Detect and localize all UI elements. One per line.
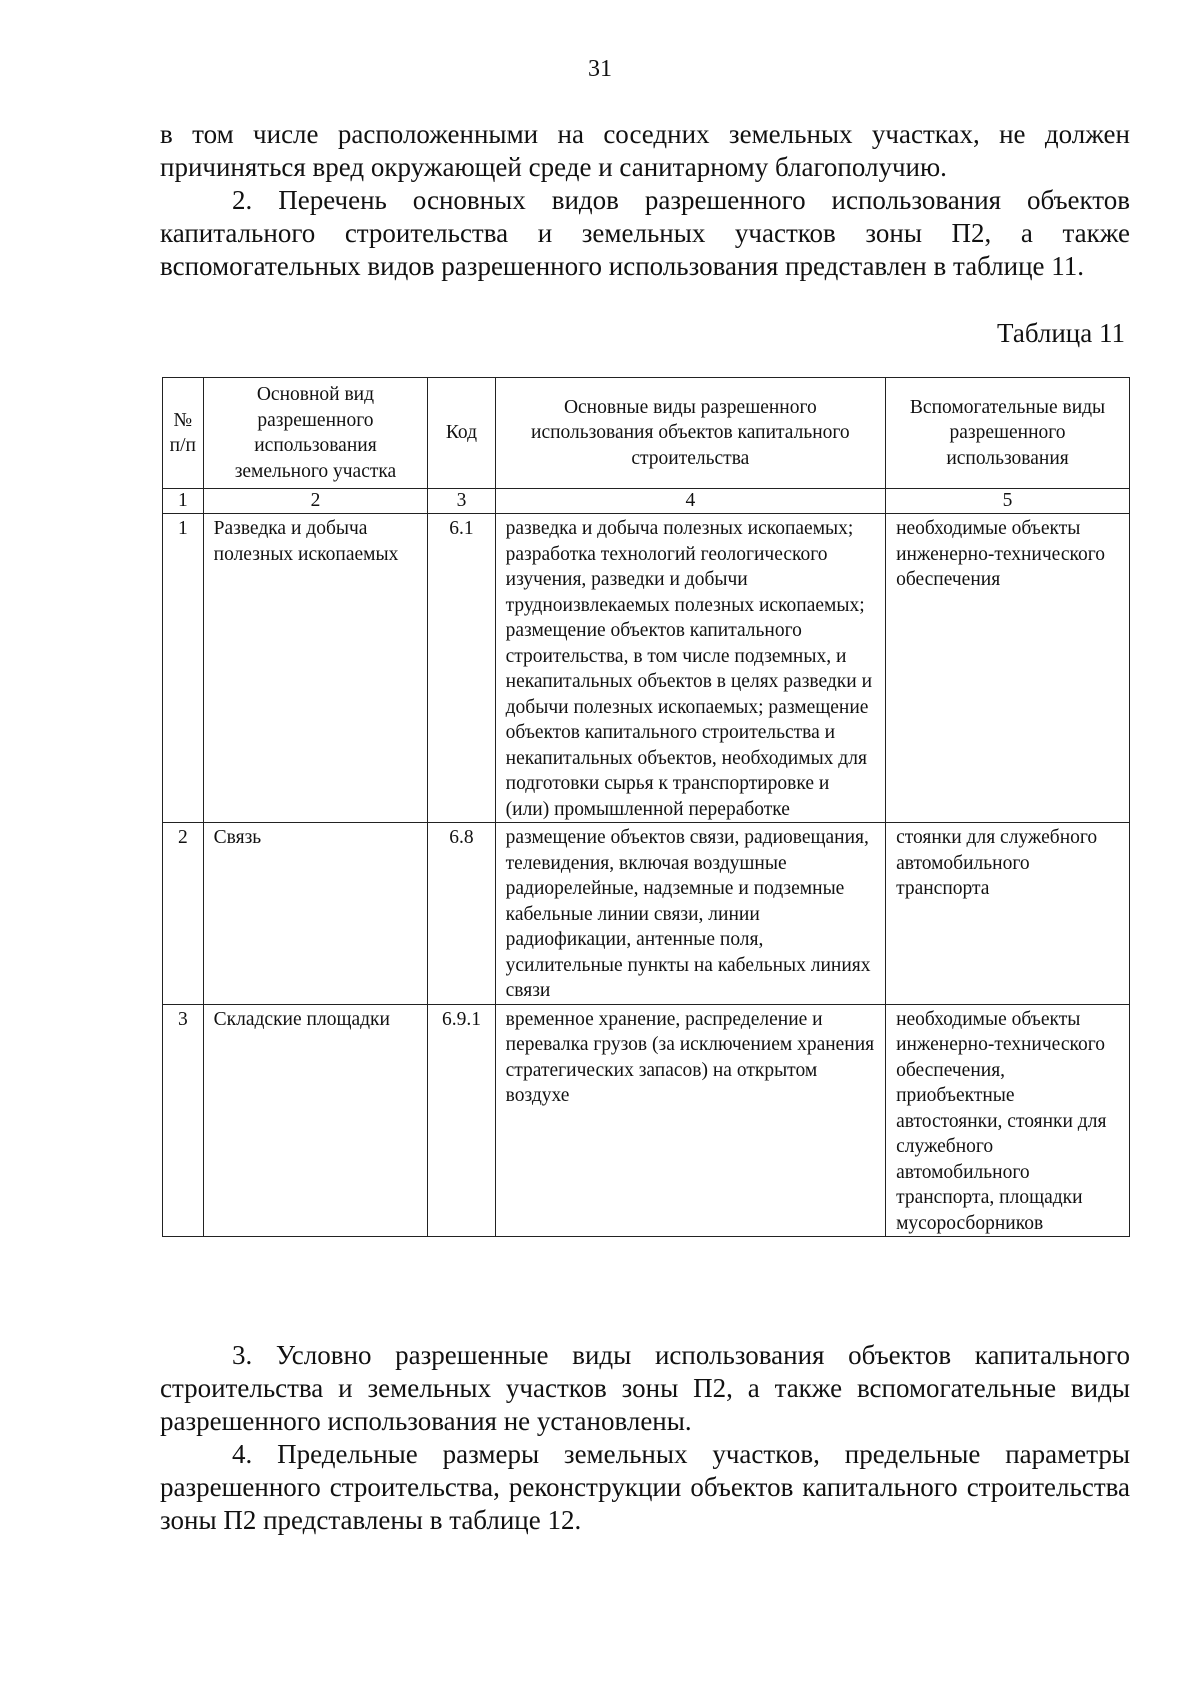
row-kind: Складские площадки — [203, 1004, 428, 1237]
row-kind: Разведка и добыча полезных ископаемых — [203, 514, 428, 823]
column-number: 4 — [495, 489, 885, 514]
outro-text — [160, 1339, 1130, 1537]
column-number: 3 — [428, 489, 495, 514]
header-number: № п/п — [163, 378, 204, 489]
paragraph-continuation: в том числе расположенными на соседних земельных участках, не должен причиняться вред окружающей среде и санитарному благополучию. — [160, 119, 1130, 182]
row-code: 6.9.1 — [428, 1004, 495, 1237]
row-number: 1 — [163, 514, 204, 823]
paragraph-3: 3. Условно разрешенные виды использования объектов капитального строительства и земельных участков зоны П2, а также вспомогательные виды разрешенного использования не установлены. — [160, 1340, 1130, 1436]
row-auxiliary-uses: стоянки для служебного автомобильного транспорта — [886, 823, 1130, 1005]
table-header-row — [163, 378, 1130, 489]
column-number-row — [163, 489, 1130, 514]
header-main-uses: Основные виды разрешенного использования объектов капитального строительства — [495, 378, 885, 489]
column-number: 2 — [203, 489, 428, 514]
paragraph-4: 4. Предельные размеры земельных участков, предельные параметры разрешенного строительства, реконструкции объектов капитального строительства зоны П2 представлены в таблице 12. — [160, 1439, 1130, 1535]
row-kind: Связь — [203, 823, 428, 1005]
row-main-uses: размещение объектов связи, радиовещания, телевидения, включая воздушные радиорелейные, надземные и подземные кабельные линии связи, линии радиофикации, антенные поля, усилительные пункты на кабельных линиях связи — [495, 823, 885, 1005]
table-row — [163, 823, 1130, 1005]
intro-text — [160, 118, 1130, 283]
page-number: 31 — [588, 56, 612, 82]
header-auxiliary-uses: Вспомогательные виды разрешенного использования — [886, 378, 1130, 489]
land-use-table — [162, 377, 1130, 1237]
header-code: Код — [428, 378, 495, 489]
row-number: 2 — [163, 823, 204, 1005]
row-code: 6.1 — [428, 514, 495, 823]
column-number: 5 — [886, 489, 1130, 514]
table-caption: Таблица 11 — [997, 318, 1125, 348]
row-code: 6.8 — [428, 823, 495, 1005]
column-number: 1 — [163, 489, 204, 514]
row-main-uses: временное хранение, распределение и перевалка грузов (за исключением хранения стратегических запасов) на открытом воздухе — [495, 1004, 885, 1237]
paragraph-2: 2. Перечень основных видов разрешенного использования объектов капитального строительства и земельных участков зоны П2, а также вспомогательных видов разрешенного использования представлен в таблице 11. — [160, 185, 1130, 281]
row-auxiliary-uses: необходимые объекты инженерно-технического обеспечения, приобъектные автостоянки, стоянки для служебного автомобильного транспорта, площадки мусоросборников — [886, 1004, 1130, 1237]
row-number: 3 — [163, 1004, 204, 1237]
row-main-uses: разведка и добыча полезных ископаемых; разработка технологий геологического изучения, разведки и добычи трудноизвлекаемых полезных ископаемых; размещение объектов капитального строительства, в том числе подземных, и некапитальных объектов в целях разведки и добычи полезных ископаемых; размещение объектов капитального строительства и некапитальных объектов, необходимых для подготовки сырья к транспортировке и (или) промышленной переработке — [495, 514, 885, 823]
row-auxiliary-uses: необходимые объекты инженерно-технического обеспечения — [886, 514, 1130, 823]
table-row — [163, 1004, 1130, 1237]
table-row — [163, 514, 1130, 823]
header-main-kind: Основной вид разрешенного использования земельного участка — [203, 378, 428, 489]
